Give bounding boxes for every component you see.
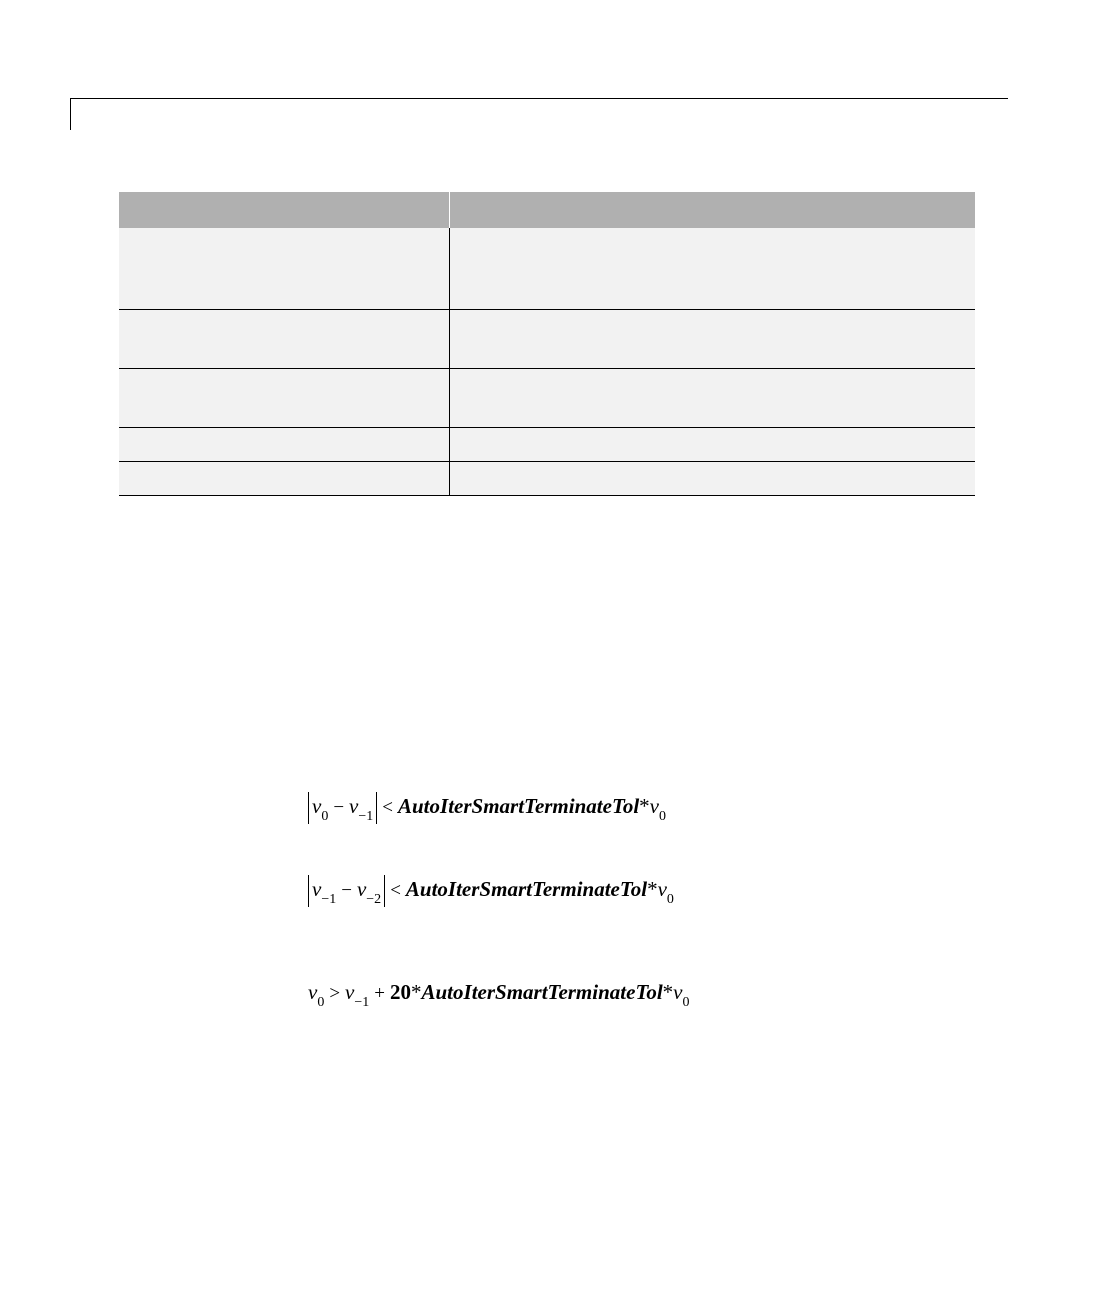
table-cell	[119, 228, 449, 310]
subscript: 0	[682, 995, 690, 1010]
subscript: −1	[321, 892, 337, 907]
table-header-cell-1	[119, 192, 449, 228]
variable-v: v	[673, 980, 683, 1004]
tolerance-term: AutoIterSmartTerminateTol	[398, 794, 640, 818]
table-row	[119, 228, 975, 310]
table-cell	[449, 428, 975, 462]
table-cell	[119, 310, 449, 369]
variable-v: v	[649, 794, 659, 818]
subscript: 0	[317, 995, 325, 1010]
table-cell	[119, 462, 449, 496]
less-than-operator: <	[382, 797, 393, 818]
coefficient: 20	[390, 980, 411, 1004]
minus-operator: −	[341, 880, 352, 901]
less-than-operator: <	[390, 880, 401, 901]
variable-v: v	[312, 877, 322, 901]
table-cell	[449, 369, 975, 428]
greater-than-operator: >	[329, 983, 341, 1004]
table-cell	[119, 369, 449, 428]
times-operator: *	[647, 877, 658, 901]
times-operator: *	[639, 794, 650, 818]
table-cell	[449, 462, 975, 496]
table-cell	[449, 228, 975, 310]
subscript: 0	[666, 892, 674, 907]
tolerance-term: AutoIterSmartTerminateTol	[421, 980, 663, 1004]
variable-v: v	[349, 794, 359, 818]
subscript: 0	[659, 809, 666, 824]
table-row	[119, 462, 975, 496]
tolerance-term: AutoIterSmartTerminateTol	[405, 877, 648, 901]
table-header-cell-2	[449, 192, 975, 228]
variable-v: v	[308, 980, 318, 1004]
absolute-value-group	[308, 875, 385, 907]
equation-3	[308, 980, 690, 1010]
subscript: −1	[354, 995, 370, 1010]
subscript: −1	[358, 809, 374, 824]
equation-2	[308, 877, 674, 907]
minus-operator: −	[333, 797, 345, 818]
variable-v: v	[356, 877, 367, 901]
times-operator: *	[411, 980, 422, 1004]
variable-v: v	[345, 980, 355, 1004]
absolute-value-group	[308, 792, 377, 824]
table-row	[119, 369, 975, 428]
variable-v: v	[312, 794, 322, 818]
equation-1	[308, 794, 666, 824]
page-header-tick	[70, 98, 71, 130]
subscript: 0	[321, 809, 329, 824]
variable-v: v	[657, 877, 667, 901]
subscript: −2	[366, 892, 382, 907]
table-cell	[449, 310, 975, 369]
table-cell	[119, 428, 449, 462]
page-header-rule	[70, 98, 1008, 99]
times-operator: *	[662, 980, 674, 1004]
table-row	[119, 428, 975, 462]
table-header-row	[119, 192, 975, 228]
plus-operator: +	[374, 983, 385, 1004]
table-row	[119, 310, 975, 369]
parameter-table	[119, 192, 975, 496]
